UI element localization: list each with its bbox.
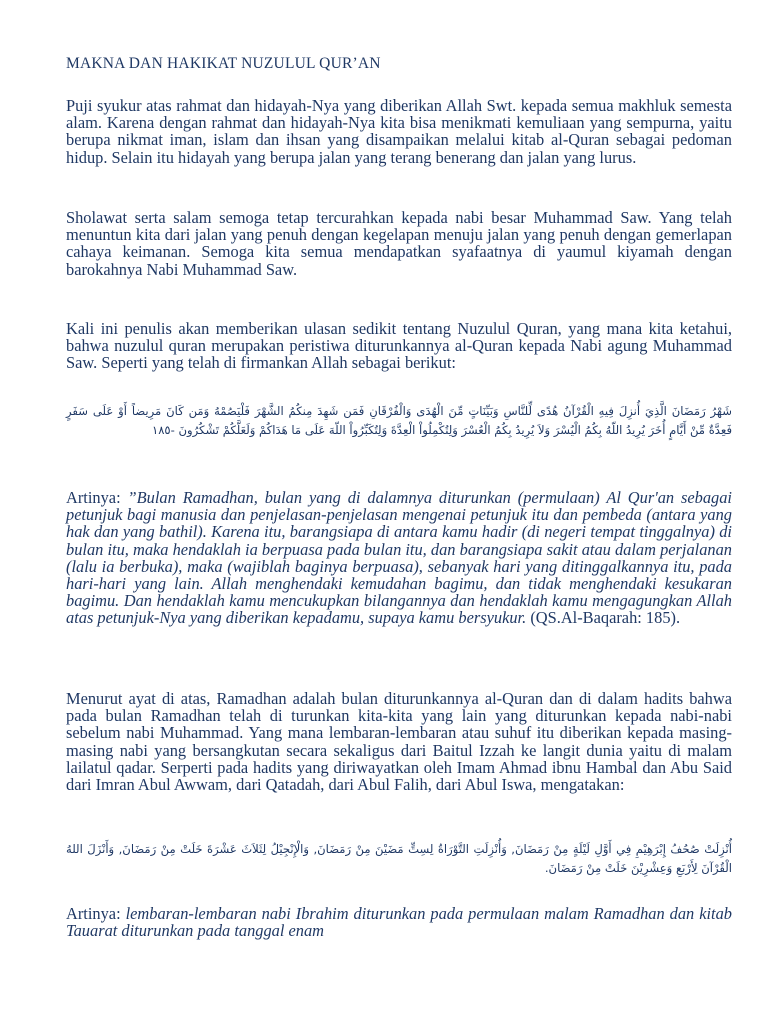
paragraph-sholawat: Sholawat serta salam semoga tetap tercurahkan kepada nabi besar Muhammad Saw. Yang telah menuntun kita dari jalan yang penuh dengan kegelapan menuju jalan yang penuh dengan gemerlapan cahaya keimanan. Semoga kita semua mendapatkan syafaatnya di yaumul kiyamah dengan barokahnya Nabi Muhammad Saw. xyxy=(66,208,732,279)
arabic-hadith: أُنْزِلَتْ صُحُفُ إِبْرَهِيْمِ فِي أَوَّلِ لَيْلَةٍ مِنْ رَمَضَانَ, وَأُنْزِلَتِ التَّوْرَاةُ لِسِتٍّ مَضَيْنَ مِنْ رَمَضَانَ, وَالْإِنْجِيْلُ لِثَلاَثَ عَشْرَةَ خَلَتْ مِنْ رَمَضَانَ, وَأَنْزَلَ اللهُ الْقُرْآنَ لِأَرْبَعِ وَعِشْرِيْنَ خَلَتْ مِنْ رَمَضَانَ. xyxy=(66,842,732,875)
document-title: MAKNA DAN HAKIKAT NUZULUL QUR’AN xyxy=(66,55,381,72)
paragraph-hadith-intro: Menurut ayat di atas, Ramadhan adalah bulan diturunkannya al-Quran dan di dalam hadits bahwa pada bulan Ramadhan telah di turunkan kita-kita yang lain yang diturunkan kepada nabi-nabi sebelum nabi Muhammad. Yang mana lembaran-lembaran atau suhuf itu diberikan kepada masing-masing nabi yang bersangkutan secara sekaligus dari Baitul Izzah ke langit dunia yaitu di malam lailatul qadar. Serperti pada hadits yang diriwayatkan oleh Imam Ahmad ibnu Hambal dan Abu Said dari Imran Abul Awwam, dari Qatadah, dari Abul Falih, dari Abul Iswa, mengatakan: xyxy=(66,689,732,795)
paragraph-intro-verse: Kali ini penulis akan memberikan ulasan sedikit tentang Nuzulul Quran, yang mana kita ketahui, bahwa nuzulul quran merupakan peristiwa diturunkannya al-Quran kepada Nabi agung Muhammad Saw. Seperti yang telah di firmankan Allah sebagai berikut: xyxy=(66,319,732,373)
hadith-translation xyxy=(66,905,732,939)
translation-text: ”Bulan Ramadhan, bulan yang di dalamnya diturunkan (permulaan) Al Qur'an sebagai petunjuk bagi manusia dan penjelasan-penjelasan mengenai petunjuk itu dan pembeda (antara yang hak dan yang bathil). Karena itu, barangsiapa di antara kamu hadir (di negeri tempat tinggalnya) di bulan itu, maka hendaklah ia berpuasa pada bulan itu, dan barangsiapa sakit atau dalam perjalanan (lalu ia berbuka), maka (wajiblah baginya berpuasa), sebanyak hari yang ditinggalkannya itu, pada hari-hari yang lain. Allah menghendaki kemudahan bagimu, dan tidak menghendaki kesukaran bagimu. Dan hendaklah kamu mencukupkan bilangannya dan hendaklah kamu mengagungkan Allah atas petunjuk-Nya yang diberikan kepadamu, supaya kamu bersyukur. xyxy=(66,488,732,628)
hadith-translation-label: Artinya: xyxy=(66,904,126,923)
paragraph-opening: Puji syukur atas rahmat dan hidayah-Nya yang diberikan Allah Swt. kepada semua makhluk semesta alam. Karena dengan rahmat dan hidayah-Nya kita bisa menikmati kemuliaan yang sempurna, yaitu berupa nikmat iman, islam dan ihsan yang disampaikan melalui kitab al-Quran sebagai pedoman hidup. Selain itu hidayah yang berupa jalan yang terang benerang dan jalan yang lurus. xyxy=(66,96,732,167)
hadith-translation-text: lembaran-lembaran nabi Ibrahim diturunkan pada permulaan malam Ramadhan dan kitab Tauarat diturunkan pada tanggal enam xyxy=(66,904,732,941)
verse-translation xyxy=(66,489,732,627)
verse-reference: (QS.Al-Baqarah: 185). xyxy=(526,608,681,628)
translation-label: Artinya: xyxy=(66,488,128,507)
arabic-verse: شَهْرُ رَمَضَانَ الَّذِيَ أُنزِلَ فِيهِ الْقُرْآنُ هُدًى لِّلنَّاسِ وَبَيِّنَاتٍ مِّنَ الْهُدَى وَالْفُرْقَانِ فَمَن شَهِدَ مِنكُمُ الشَّهْرَ فَلْيَصُمْهُ وَمَن كَانَ مَرِيضاً أَوْ عَلَى سَفَرٍ فَعِدَّةٌ مِّنْ أَيَّامٍ أُخَرَ يُرِيدُ اللّهُ بِكُمُ الْيُسْرَ وَلاَ يُرِيدُ بِكُمُ الْعُسْرَ وَلِتُكْمِلُواْ الْعِدَّةَ وَلِتُكَبِّرُواْ اللّهَ عَلَى مَا هَدَاكُمْ وَلَعَلَّكُمْ تَشْكُرُونَ -١٨٥ xyxy=(66,404,732,437)
